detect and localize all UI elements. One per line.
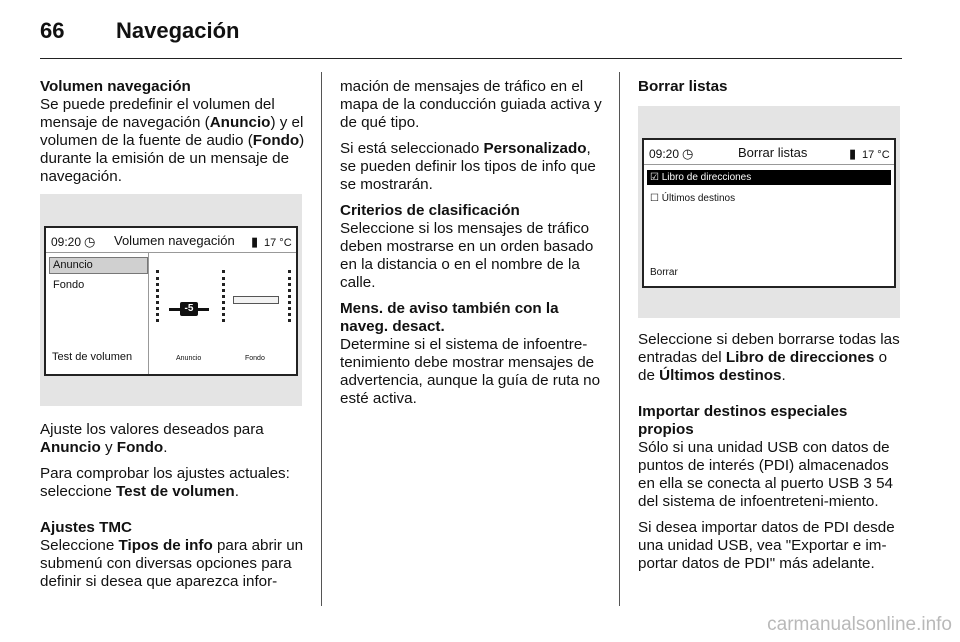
column-divider: [619, 72, 620, 606]
paragraph: mación de mensajes de tráfico en el mapa de la conducción guiada activa y de qué tipo.: [340, 78, 602, 131]
paragraph: Criterios de clasificación Seleccione si los mensajes de tráfico deben mostrarse en un orden basado en la distancia o en el nombre de la calle.: [340, 202, 604, 292]
screen-title: Volumen navegación: [114, 233, 235, 248]
section-heading: Ajustes TMC: [40, 519, 132, 536]
delete-button[interactable]: Borrar: [650, 267, 678, 278]
section-heading: Importar destinos especiales propios: [638, 403, 848, 438]
clock-icon: ◷: [84, 234, 96, 249]
screen-image-volumen: [40, 194, 302, 406]
section-heading: Criterios de clasificación: [340, 202, 520, 219]
temperature: 17 °C: [264, 237, 292, 249]
page-title: Navegación: [116, 18, 240, 43]
section-heading: Borrar listas: [638, 78, 728, 95]
list-item-label: Últimos destinos: [661, 193, 736, 204]
thermometer-icon: ▮: [849, 146, 857, 161]
column-2: [340, 78, 604, 416]
section-heading: Volumen navegación: [40, 78, 191, 95]
page-header: [40, 18, 240, 44]
paragraph: Si está seleccionado Personalizado, se pueden definir los tipos de info que se mostrarán.: [340, 140, 596, 193]
list-item[interactable]: [650, 190, 735, 208]
clock: 09:20: [51, 235, 82, 249]
scale-marks: [288, 270, 294, 322]
list-item-label: Libro de direcciones: [661, 172, 752, 183]
scale-marks: [156, 270, 162, 322]
slider-label: Fondo: [245, 355, 265, 362]
checkbox-icon: ☐: [650, 193, 659, 204]
column-1: [40, 78, 308, 599]
display-screen: [44, 226, 298, 376]
paragraph: Ajustes TMC Seleccione Tipos de info para abrir un submenú con diversas opciones para definir si desea que aparezca infor-: [40, 519, 308, 591]
paragraph: Seleccione si deben borrarse todas las entradas del Libro de direcciones o de Últimos destinos.: [638, 331, 900, 384]
status-bar: [644, 140, 894, 165]
menu-list: [46, 252, 149, 374]
slider-bar-fondo[interactable]: [233, 296, 279, 304]
checkbox-checked-icon: ☑: [650, 172, 659, 183]
paragraph: Importar destinos especiales propios Sólo si una unidad USB con datos de puntos de interés (PDI) almacenados en ella se conecta al puerto USB 3 54 del sistema de infoentreteni-miento.: [638, 403, 902, 511]
column-divider: [321, 72, 322, 606]
header-rule: [40, 58, 902, 59]
list-item-selected[interactable]: [647, 170, 891, 185]
temperature: 17 °C: [862, 149, 890, 161]
clock-icon: ◷: [682, 146, 694, 161]
paragraph: Volumen navegación Se puede predefinir el volumen del mensaje de navegación (Anuncio) y el volumen de la fuente de audio (Fondo) durante la emisión de un mensaje de navegación.: [40, 78, 308, 186]
status-bar: [46, 228, 296, 253]
paragraph: Para comprobar los ajustes actuales: seleccione Test de volumen.: [40, 465, 290, 500]
slider-label: Anuncio: [176, 355, 202, 362]
menu-item-anuncio[interactable]: Anuncio: [49, 257, 148, 274]
screen-title: Borrar listas: [738, 145, 808, 160]
slider-value[interactable]: -5: [180, 302, 198, 316]
column-3: [638, 78, 902, 581]
menu-item-fondo[interactable]: Fondo: [53, 279, 85, 291]
paragraph: Si desea importar datos de PDI desde una unidad USB, vea "Exportar e im-portar datos de PDI" más adelante.: [638, 519, 895, 572]
menu-item-test[interactable]: Test de volumen: [52, 351, 133, 363]
thermometer-icon: ▮: [251, 234, 259, 249]
display-screen: [642, 138, 896, 288]
screen-image-borrar: [638, 106, 900, 318]
clock: 09:20: [649, 147, 680, 161]
scale-marks: [222, 270, 228, 322]
watermark: carmanualsonline.info: [767, 614, 952, 635]
paragraph: Ajuste los valores deseados para Anuncio y Fondo.: [40, 421, 264, 456]
paragraph: Mens. de aviso también con la naveg. desact. Determine si el sistema de infoentre-tenimiento debe mostrar mensajes de advertencia, aunque la guía de ruta no esté activa.: [340, 300, 604, 408]
section-heading: Mens. de aviso también con la naveg. desact.: [340, 300, 559, 335]
page-number: 66: [40, 18, 65, 43]
